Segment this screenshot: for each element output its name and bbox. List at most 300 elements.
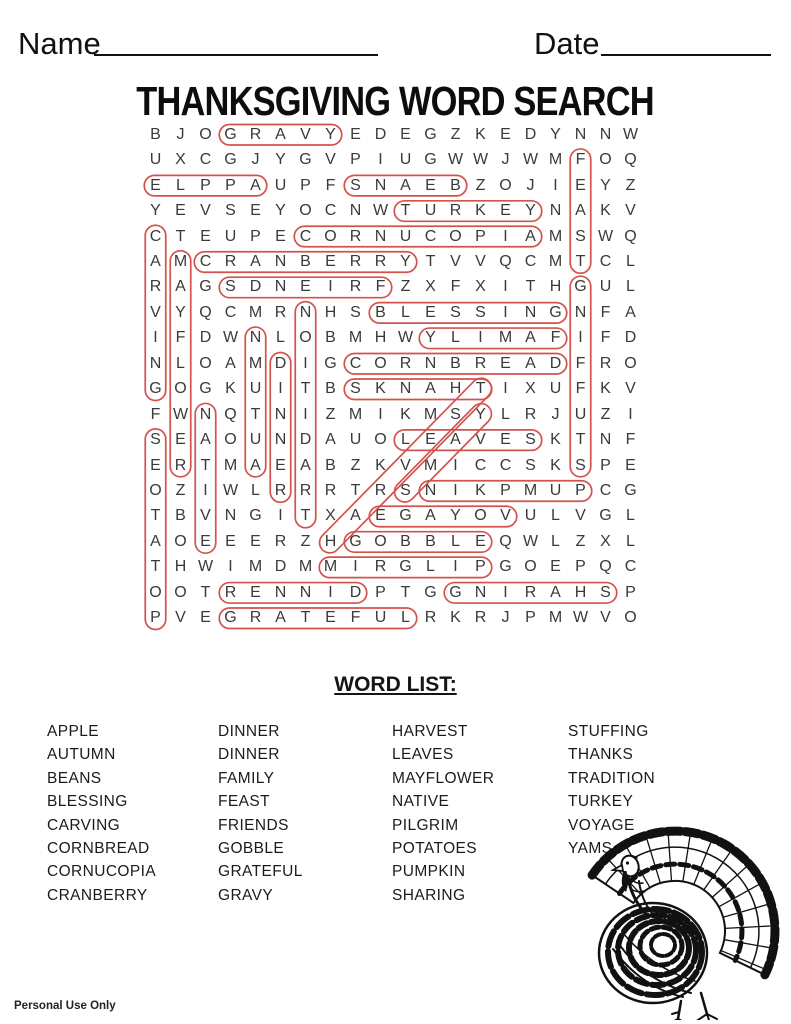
grid-cell: A	[150, 252, 161, 270]
word-list-item: NATIVE	[392, 793, 450, 811]
grid-cell: G	[224, 151, 237, 169]
grid-cell: Y	[325, 125, 336, 143]
grid-cell: E	[200, 227, 211, 245]
grid-cell: O	[524, 558, 537, 576]
grid-cell: H	[324, 532, 337, 550]
grid-cell: I	[378, 405, 383, 423]
grid-cell: U	[149, 151, 162, 169]
grid-cell: L	[401, 303, 410, 321]
grid-cell: E	[375, 507, 386, 525]
grid-cell: Z	[300, 532, 311, 550]
grid-cell: R	[224, 583, 237, 601]
word-list-item: FEAST	[218, 793, 270, 811]
grid-cell: F	[375, 278, 386, 296]
word-list-item: DINNER	[218, 723, 280, 740]
grid-cell: E	[250, 583, 261, 601]
grid-cell: Q	[224, 405, 237, 423]
grid-cell: V	[325, 151, 336, 169]
grid-cell: W	[522, 532, 539, 550]
grid-cell: P	[575, 558, 586, 576]
grid-cell: I	[453, 558, 458, 576]
grid-cell: N	[549, 202, 562, 220]
grid-cell: W	[472, 151, 489, 169]
word-list-item: FRIENDS	[218, 816, 289, 834]
grid-cell: A	[450, 431, 461, 449]
grid-cell: M	[248, 354, 263, 372]
grid-cell: L	[626, 507, 635, 525]
grid-cell: U	[574, 405, 587, 423]
word-list-item: TURKEY	[568, 793, 634, 811]
grid-cell: V	[500, 507, 511, 525]
grid-cell: Y	[275, 151, 286, 169]
grid-cell: P	[150, 609, 161, 627]
grid-cell: K	[375, 456, 386, 474]
grid-cell: K	[550, 431, 561, 449]
grid-cell: V	[200, 202, 211, 220]
grid-cell: P	[500, 482, 511, 500]
grid-cell: R	[174, 456, 187, 474]
grid-cell: G	[574, 278, 587, 296]
grid-cell: B	[175, 507, 186, 525]
grid-cell: R	[399, 354, 412, 372]
grid-cell: F	[575, 354, 586, 372]
grid-cell: V	[625, 202, 636, 220]
grid-cell: F	[575, 380, 586, 398]
word-list-item: PUMPKIN	[392, 863, 466, 881]
grid-cell: N	[149, 354, 162, 372]
grid-cell: F	[175, 329, 186, 347]
grid-cell: E	[200, 609, 211, 627]
grid-cell: O	[174, 532, 187, 550]
grid-cell: Q	[624, 227, 637, 245]
grid-cell: A	[575, 202, 586, 220]
grid-cell: V	[175, 609, 186, 627]
grid-cell: H	[324, 303, 337, 321]
grid-cell: L	[401, 431, 410, 449]
grid-cell: W	[197, 558, 214, 576]
grid-cell: O	[199, 354, 212, 372]
grid-cell: E	[250, 532, 261, 550]
grid-cell: E	[150, 176, 161, 194]
title-wrap	[0, 78, 791, 125]
grid-cell: L	[451, 532, 460, 550]
grid-cell: O	[599, 151, 612, 169]
grid-cell: U	[374, 609, 387, 627]
grid-cell: I	[328, 583, 333, 601]
grid-cell: V	[600, 609, 611, 627]
grid-cell: L	[176, 176, 185, 194]
word-list-item: GRATEFUL	[218, 863, 303, 881]
word-list-item: POTATOES	[392, 840, 478, 858]
grid-cell: E	[275, 456, 286, 474]
grid-cell: K	[475, 202, 486, 220]
grid-cell: A	[250, 176, 261, 194]
grid-cell: V	[450, 252, 461, 270]
grid-cell: E	[150, 456, 161, 474]
grid-cell: M	[498, 329, 513, 347]
grid-cell: Y	[475, 405, 486, 423]
grid-cell: U	[599, 278, 612, 296]
grid-cell: N	[274, 405, 287, 423]
grid-cell: R	[374, 252, 387, 270]
grid-cell: D	[299, 431, 312, 449]
grid-cell: W	[622, 125, 639, 143]
grid-cell: E	[300, 278, 311, 296]
grid-cell: A	[400, 176, 411, 194]
grid-cell: J	[501, 151, 510, 169]
grid-cell: R	[374, 558, 387, 576]
grid-cell: P	[475, 227, 486, 245]
grid-cell: R	[274, 482, 287, 500]
grid-cell: X	[175, 151, 186, 169]
grid-cell: F	[550, 329, 561, 347]
grid-cell: P	[250, 227, 261, 245]
grid-cell: G	[149, 380, 162, 398]
word-list-item: GRAVY	[218, 886, 274, 904]
grid-cell: M	[548, 252, 563, 270]
grid-cell: I	[453, 456, 458, 474]
grid-cell: F	[575, 151, 586, 169]
grid-cell: A	[350, 507, 361, 525]
word-list-item: THANKS	[568, 746, 634, 764]
grid-cell: J	[251, 151, 260, 169]
grid-cell: R	[474, 609, 487, 627]
grid-cell: B	[450, 354, 461, 372]
grid-cell: S	[600, 583, 611, 601]
grid-cell: G	[349, 532, 362, 550]
grid-cell: L	[551, 507, 560, 525]
grid-cell: R	[524, 405, 537, 423]
grid-cell: T	[475, 380, 486, 398]
grid-cell: C	[149, 227, 162, 245]
grid-cell: Y	[275, 202, 286, 220]
grid-cell: P	[225, 176, 236, 194]
grid-cell: J	[176, 125, 185, 143]
grid-cell: Y	[600, 176, 611, 194]
grid-cell: B	[325, 329, 336, 347]
grid-cell: G	[424, 583, 437, 601]
grid-cell: T	[150, 507, 161, 525]
grid-cell: Y	[175, 303, 186, 321]
grid-cell: I	[328, 278, 333, 296]
grid-cell: H	[449, 380, 462, 398]
puzzle-grid	[143, 122, 643, 631]
grid-cell: M	[423, 456, 438, 474]
grid-cell: K	[475, 482, 486, 500]
grid-cell: W	[572, 609, 589, 627]
grid-cell: O	[374, 532, 387, 550]
grid-cell: Z	[350, 456, 361, 474]
grid-cell: F	[600, 303, 611, 321]
grid-cell: A	[175, 278, 186, 296]
grid-cell: T	[300, 609, 311, 627]
grid-cell: Z	[450, 125, 461, 143]
grid-cell: G	[399, 558, 412, 576]
grid-cell: I	[578, 329, 583, 347]
grid-cell: M	[173, 252, 188, 270]
grid-cell: T	[525, 278, 536, 296]
grid-cell: U	[249, 431, 262, 449]
grid-cell: K	[550, 456, 561, 474]
grid-cell: N	[424, 482, 437, 500]
grid-cell: O	[499, 176, 512, 194]
grid-cell: A	[425, 507, 436, 525]
grid-cell: S	[350, 176, 361, 194]
grid-cell: Q	[599, 558, 612, 576]
grid-cell: O	[149, 583, 162, 601]
word-list-item: HARVEST	[392, 723, 468, 740]
word-list-item: FAMILY	[218, 769, 275, 787]
grid-cell: S	[575, 227, 586, 245]
grid-cell: L	[626, 252, 635, 270]
grid-cell: A	[525, 354, 536, 372]
grid-cell: A	[625, 303, 636, 321]
grid-cell: Z	[400, 278, 411, 296]
grid-cell: C	[224, 303, 237, 321]
grid-cell: L	[551, 532, 560, 550]
grid-cell: J	[551, 405, 560, 423]
grid-cell: A	[225, 354, 236, 372]
grid-cell: C	[299, 227, 312, 245]
grid-cell: O	[449, 227, 462, 245]
grid-cell: I	[503, 278, 508, 296]
grid-cell: A	[425, 380, 436, 398]
grid-cell: C	[349, 354, 362, 372]
grid-cell: K	[375, 380, 386, 398]
grid-cell: M	[348, 405, 363, 423]
grid-cell: C	[324, 202, 337, 220]
grid-cell: I	[153, 329, 158, 347]
grid-cell: J	[501, 609, 510, 627]
grid-cell: X	[525, 380, 536, 398]
grid-cell: U	[399, 227, 412, 245]
grid-cell: T	[175, 227, 186, 245]
grid-cell: R	[374, 482, 387, 500]
grid-cell: P	[600, 456, 611, 474]
grid-cell: I	[278, 380, 283, 398]
grid-cell: I	[378, 151, 383, 169]
grid-cell: D	[549, 354, 562, 372]
grid-cell: N	[274, 252, 287, 270]
grid-cell: N	[374, 227, 387, 245]
word-list-item: STUFFING	[568, 723, 649, 740]
grid-cell: T	[575, 431, 586, 449]
grid-cell: I	[278, 507, 283, 525]
grid-cell: M	[548, 151, 563, 169]
grid-cell: R	[349, 278, 362, 296]
word-list-item: CORNUCOPIA	[47, 863, 157, 881]
grid-cell: A	[525, 329, 536, 347]
grid-cell: R	[324, 482, 337, 500]
grid-cell: G	[424, 125, 437, 143]
grid-cell: D	[199, 329, 212, 347]
grid-cell: K	[450, 609, 461, 627]
date-blank-line[interactable]	[601, 54, 771, 56]
grid-cell: Z	[175, 482, 186, 500]
grid-cell: E	[500, 431, 511, 449]
word-list-col-1	[47, 720, 156, 907]
grid-cell: L	[626, 532, 635, 550]
grid-cell: A	[275, 125, 286, 143]
grid-cell: P	[375, 583, 386, 601]
grid-cell: F	[325, 176, 336, 194]
grid-cell: C	[424, 227, 437, 245]
grid-cell: T	[200, 456, 211, 474]
grid-cell: M	[323, 558, 338, 576]
grid-cell: T	[200, 583, 211, 601]
grid-cell: O	[374, 354, 387, 372]
word-list-item: BEANS	[47, 769, 102, 787]
grid-cell: I	[303, 405, 308, 423]
grid-cell: O	[199, 125, 212, 143]
grid-cell: E	[250, 202, 261, 220]
grid-cell: I	[353, 558, 358, 576]
grid-cell: R	[274, 303, 287, 321]
grid-cell: R	[424, 609, 437, 627]
grid-cell: S	[575, 456, 586, 474]
grid-cell: W	[397, 329, 414, 347]
grid-cell: H	[574, 583, 587, 601]
grid-cell: L	[626, 278, 635, 296]
grid-cell: X	[475, 278, 486, 296]
word-list-item: AUTUMN	[47, 746, 116, 764]
grid-cell: Q	[499, 532, 512, 550]
grid-cell: G	[249, 507, 262, 525]
grid-cell: N	[374, 176, 387, 194]
grid-cell: O	[224, 431, 237, 449]
word-list-item: DINNER	[218, 746, 280, 764]
grid-cell: A	[325, 431, 336, 449]
grid-cell: D	[524, 125, 537, 143]
grid-cell: E	[425, 303, 436, 321]
grid-cell: P	[525, 609, 536, 627]
grid-cell: R	[474, 354, 487, 372]
grid-cell: P	[200, 176, 211, 194]
grid-cell: K	[475, 125, 486, 143]
grid-cell: E	[175, 431, 186, 449]
grid-cell: I	[503, 380, 508, 398]
word-list-item: VOYAGE	[568, 816, 635, 834]
grid-cell: U	[549, 380, 562, 398]
grid-cell: U	[549, 482, 562, 500]
grid-cell: W	[222, 482, 239, 500]
grid-cell: R	[249, 125, 262, 143]
grid-cell: I	[503, 583, 508, 601]
grid-cell: E	[425, 176, 436, 194]
grid-cell: S	[225, 202, 236, 220]
grid-cell: W	[372, 202, 389, 220]
grid-cell: T	[575, 252, 586, 270]
grid-cell: M	[223, 456, 238, 474]
grid-cell: V	[400, 456, 411, 474]
grid-cell: O	[299, 329, 312, 347]
grid-cell: I	[503, 227, 508, 245]
grid-cell: G	[499, 558, 512, 576]
grid-cell: R	[599, 354, 612, 372]
grid-cell: W	[522, 151, 539, 169]
grid-cell: U	[349, 431, 362, 449]
grid-cell: N	[199, 405, 212, 423]
word-list-item: BLESSING	[47, 793, 128, 811]
grid-cell: E	[475, 532, 486, 550]
grid-cell: B	[300, 252, 311, 270]
grid-cell: W	[447, 151, 464, 169]
grid-cell: N	[274, 583, 287, 601]
grid-cell: T	[250, 405, 261, 423]
grid-cell: S	[350, 380, 361, 398]
grid-cell: D	[624, 329, 637, 347]
grid-cell: P	[625, 583, 636, 601]
grid-cell: H	[174, 558, 187, 576]
grid-cell: G	[199, 380, 212, 398]
grid-cell: R	[149, 278, 162, 296]
grid-cell: A	[250, 252, 261, 270]
grid-cell: H	[374, 329, 387, 347]
word-list-col-2	[218, 720, 303, 907]
grid-cell: V	[150, 303, 161, 321]
grid-cell: S	[475, 303, 486, 321]
grid-cell: M	[298, 558, 313, 576]
grid-cell: O	[149, 482, 162, 500]
grid-cell: D	[249, 278, 262, 296]
grid-cell: N	[349, 202, 362, 220]
word-list-item: TRADITION	[568, 769, 656, 787]
grid-cell: T	[350, 482, 361, 500]
grid-cell: B	[375, 303, 386, 321]
grid-cell: O	[624, 609, 637, 627]
grid-cell: B	[450, 176, 461, 194]
grid-cell: F	[625, 431, 636, 449]
grid-cell: S	[350, 303, 361, 321]
grid-cell: E	[625, 456, 636, 474]
grid-cell: P	[475, 558, 486, 576]
grid-cell: N	[574, 303, 587, 321]
grid-cell: S	[450, 405, 461, 423]
grid-cell: Q	[499, 252, 512, 270]
grid-cell: X	[425, 278, 436, 296]
grid-cell: H	[549, 278, 562, 296]
puzzle-area	[143, 122, 643, 631]
grid-cell: N	[599, 125, 612, 143]
grid-cell: Z	[600, 405, 611, 423]
name-label: Name	[18, 26, 101, 61]
grid-cell: G	[224, 125, 237, 143]
word-list-item: MAYFLOWER	[392, 769, 495, 787]
grid-cell: E	[275, 227, 286, 245]
grid-cell: U	[274, 176, 287, 194]
grid-cell: G	[449, 583, 462, 601]
grid-cell: B	[400, 532, 411, 550]
grid-cell: A	[300, 456, 311, 474]
grid-cell: D	[274, 558, 287, 576]
grid-cell: E	[200, 532, 211, 550]
word-list-item: CORNBREAD	[47, 840, 150, 858]
grid-cell: O	[174, 583, 187, 601]
grid-cell: M	[548, 227, 563, 245]
grid-cell: G	[624, 482, 637, 500]
grid-cell: I	[303, 354, 308, 372]
name-blank-line[interactable]	[94, 54, 378, 56]
grid-cell: O	[374, 431, 387, 449]
footer-note: Personal Use Only	[14, 1000, 116, 1012]
grid-cell: T	[300, 380, 311, 398]
grid-cell: T	[400, 583, 411, 601]
grid-cell: R	[349, 227, 362, 245]
grid-cell: Z	[575, 532, 586, 550]
word-list-col-3	[392, 720, 494, 907]
grid-cell: C	[499, 456, 512, 474]
grid-cell: N	[474, 583, 487, 601]
